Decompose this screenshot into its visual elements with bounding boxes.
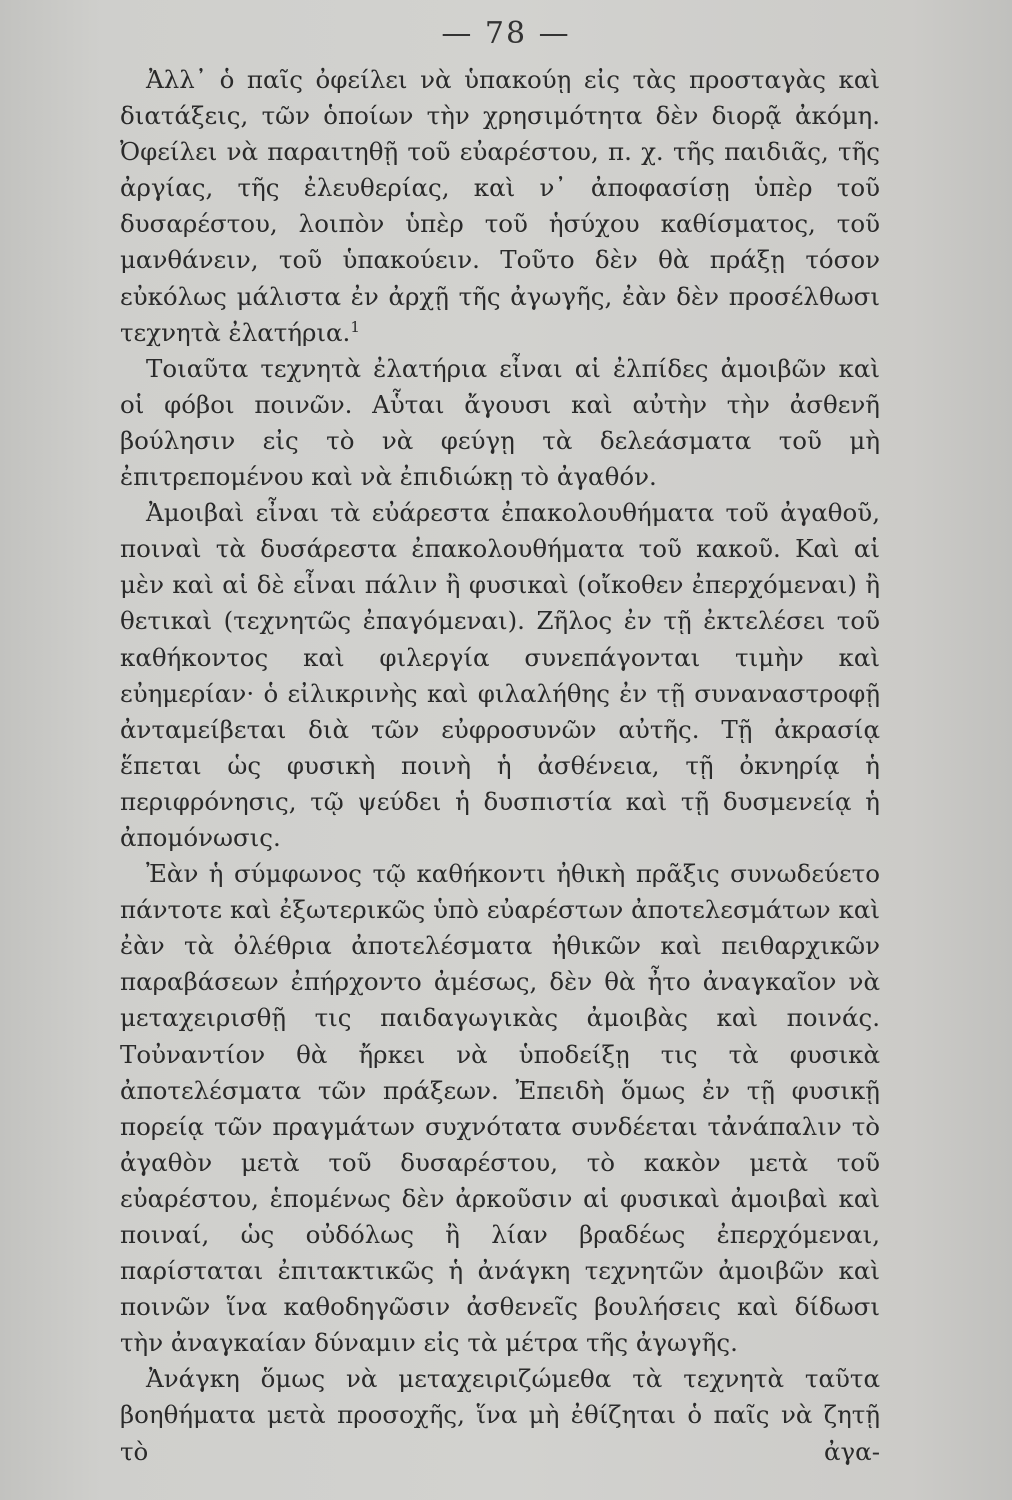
paragraph-text: Τοιαῦτα τεχνητὰ ἐλατήρια εἶναι αἱ ἐλπίδες ἀμοιβῶν καὶ οἱ φόβοι ποινῶν. Αὗται ἄγουσι καὶ αὐτὴν τὴν ἀσθενῆ βούλησιν εἰς τὸ νὰ φεύγῃ τὰ δελεάσματα τοῦ μὴ ἐπιτρεπομένου καὶ νὰ ἐπιδιώκῃ τὸ ἀγαθόν. [120,353,880,492]
paragraph-text: Ἀλλ᾽ ὁ παῖς ὀφείλει νὰ ὑπακούῃ εἰς τὰς προσταγὰς καὶ διατάξεις, τῶν ὁποίων τὴν χρησιμότητα δὲν διορᾷ ἀκόμη. Ὀφείλει νὰ παραιτηθῇ τοῦ εὐαρέστου, π. χ. τῆς παιδιᾶς, τῆς ἀργίας, τῆς ἐλευθερίας, καὶ ν᾽ ἀποφασίσῃ ὑπὲρ τοῦ δυσαρέστου, λοιπὸν ὑπὲρ τοῦ ἡσύχου καθίσματος, τοῦ μανθάνειν, τοῦ ὑπακούειν. Τοῦτο δὲν θὰ πράξῃ τόσον εὐκόλως μάλιστα ἐν ἀρχῇ τῆς ἀγωγῆς, ἐὰν δὲν προσέλθωσι τεχνητὰ ἐλατήρια. [120,65,880,347]
paragraph [120,351,880,495]
paragraph [120,495,880,856]
paragraph-text: Ἀμοιβαὶ εἶναι τὰ εὐάρεστα ἐπακολουθήματα τοῦ ἀγαθοῦ, ποιναὶ τὰ δυσάρεστα ἐπακολουθήματα τοῦ κακοῦ. Καὶ αἱ μὲν καὶ αἱ δὲ εἶναι πάλιν ἢ φυσικαὶ (οἴκοθεν ἐπερχόμεναι) ἢ θετικαὶ (τεχνητῶς ἐπαγόμεναι). Ζῆλος ἐν τῇ ἐκτελέσει τοῦ καθήκοντος καὶ φιλεργία συνεπάγονται τιμὴν καὶ εὐημερίαν· ὁ εἰλικρινὴς καὶ φιλαλήθης ἐν τῇ συναναστροφῇ ἀνταμείβεται διὰ τῶν εὐφροσυνῶν αὐτῆς. Τῇ ἀκρασίᾳ ἕπεται ὡς φυσικὴ ποινὴ ἡ ἀσθένεια, τῇ ὀκνηρίᾳ ἡ περιφρόνησις, τῷ ψεύδει ἡ δυσπιστία καὶ τῇ δυσμενείᾳ ἡ ἀπομόνωσις. [120,498,880,852]
paragraph [120,856,880,1361]
footnote-marker: 1 [350,317,360,336]
page-number: — 78 — [441,16,571,51]
paragraph-text: Ἀνάγκη ὅμως νὰ μεταχειριζώμεθα τὰ τεχνητὰ ταῦτα βοηθήματα μετὰ προσοχῆς, ἵνα μὴ ἐθίζηται ὁ παῖς νὰ ζητῇ τὸ ἀγα- [120,1364,880,1466]
paragraph-text: Ἐὰν ἡ σύμφωνος τῷ καθήκοντι ἠθικὴ πρᾶξις συνωδεύετο πάντοτε καὶ ἐξωτερικῶς ὑπὸ εὐαρέστων ἀποτελεσμάτων καὶ ἐὰν τὰ ὀλέθρια ἀποτελέσματα ἠθικῶν καὶ πειθαρχικῶν παραβάσεων ἐπήρχοντο ἀμέσως, δὲν θὰ ἦτο ἀναγκαῖον νὰ μεταχειρισθῇ τις παιδαγωγικὰς ἀμοιβὰς καὶ ποινάς. Τοὐναντίον θὰ ἤρκει νὰ ὑποδείξῃ τις τὰ φυσικὰ ἀποτελέσματα τῶν πράξεων. Ἐπειδὴ ὅμως ἐν τῇ φυσικῇ πορείᾳ τῶν πραγμάτων συχνότατα συνδέεται τἀνάπαλιν τὸ ἀγαθὸν μετὰ τοῦ δυσαρέστου, τὸ κακὸν μετὰ τοῦ εὐαρέστου, ἑπομένως δὲν ἀρκοῦσιν αἱ φυσικαὶ ἀμοιβαὶ καὶ ποιναί, ὡς οὐδόλως ἢ λίαν βραδέως ἐπερχόμεναι, παρίσταται ἐπιτακτικῶς ἡ ἀνάγκη τεχνητῶν ἀμοιβῶν καὶ ποινῶν ἵνα καθοδηγῶσιν ἀσθενεῖς βουλήσεις καὶ δίδωσι τὴν ἀναγκαίαν δύναμιν εἰς τὰ μέτρα τῆς ἀγωγῆς. [120,859,880,1358]
body-text [120,62,880,1470]
paragraph [120,62,880,351]
paragraph [120,1361,880,1469]
